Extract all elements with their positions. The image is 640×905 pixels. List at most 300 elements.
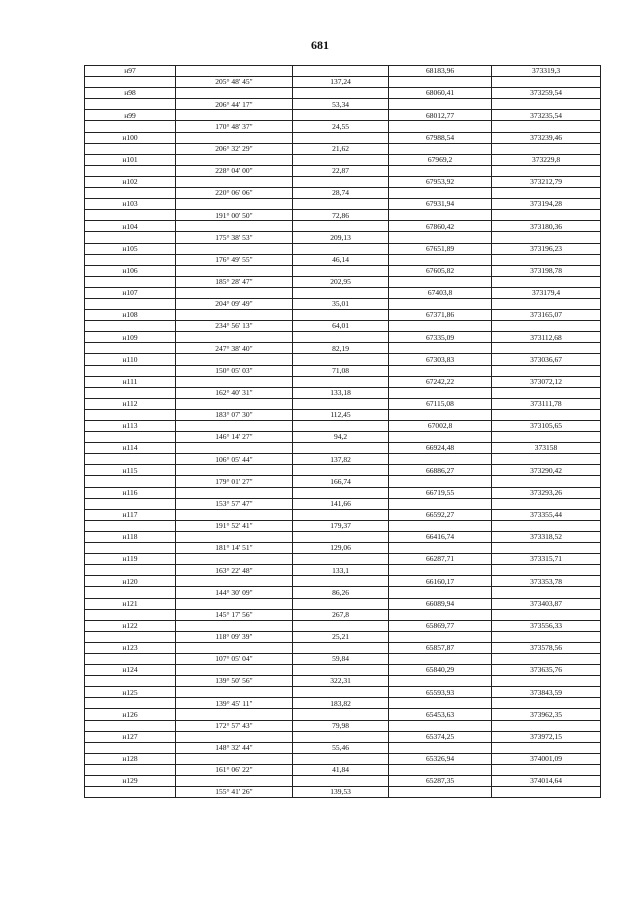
empty-cell	[176, 709, 293, 720]
point-name-cell: н120	[85, 576, 176, 587]
empty-cell	[492, 432, 601, 443]
empty-cell	[492, 720, 601, 731]
empty-cell	[176, 287, 293, 298]
empty-cell	[85, 321, 176, 332]
empty-cell	[85, 432, 176, 443]
table-row	[85, 753, 601, 764]
point-name-cell: н112	[85, 398, 176, 409]
point-name-cell: н98	[85, 88, 176, 99]
table-row	[85, 787, 601, 798]
empty-cell	[293, 753, 389, 764]
x-coordinate-cell: 65326,94	[389, 753, 492, 764]
table-row	[85, 409, 601, 420]
empty-cell	[389, 742, 492, 753]
length-cell: 24,55	[293, 121, 389, 132]
direction-angle-cell: 228° 04' 00"	[176, 165, 293, 176]
length-cell: 139,53	[293, 787, 389, 798]
empty-cell	[293, 154, 389, 165]
y-coordinate-cell: 373355,44	[492, 509, 601, 520]
empty-cell	[293, 620, 389, 631]
length-cell: 22,87	[293, 165, 389, 176]
y-coordinate-cell: 373235,54	[492, 110, 601, 121]
empty-cell	[492, 609, 601, 620]
empty-cell	[293, 310, 389, 321]
empty-cell	[389, 77, 492, 88]
length-cell: 86,26	[293, 587, 389, 598]
table-row	[85, 598, 601, 609]
y-coordinate-cell: 374014,64	[492, 776, 601, 787]
empty-cell	[492, 165, 601, 176]
point-name-cell: н108	[85, 310, 176, 321]
direction-angle-cell: 183° 07' 30"	[176, 409, 293, 420]
empty-cell	[293, 199, 389, 210]
table-row	[85, 709, 601, 720]
empty-cell	[293, 665, 389, 676]
y-coordinate-cell: 373315,71	[492, 554, 601, 565]
direction-angle-cell: 172° 57' 43"	[176, 720, 293, 731]
direction-angle-cell: 139° 45' 11"	[176, 698, 293, 709]
length-cell: 28,74	[293, 188, 389, 199]
empty-cell	[293, 554, 389, 565]
x-coordinate-cell: 67335,09	[389, 332, 492, 343]
x-coordinate-cell: 66160,17	[389, 576, 492, 587]
table-row	[85, 88, 601, 99]
empty-cell	[176, 398, 293, 409]
table-row	[85, 465, 601, 476]
empty-cell	[176, 531, 293, 542]
empty-cell	[492, 409, 601, 420]
empty-cell	[389, 121, 492, 132]
direction-angle-cell: 106° 05' 44"	[176, 454, 293, 465]
empty-cell	[492, 298, 601, 309]
y-coordinate-cell: 373196,23	[492, 243, 601, 254]
empty-cell	[293, 465, 389, 476]
table-row	[85, 698, 601, 709]
empty-cell	[85, 565, 176, 576]
empty-cell	[389, 188, 492, 199]
empty-cell	[176, 421, 293, 432]
x-coordinate-cell: 66886,27	[389, 465, 492, 476]
point-name-cell: н101	[85, 154, 176, 165]
empty-cell	[389, 409, 492, 420]
y-coordinate-cell: 373843,59	[492, 687, 601, 698]
empty-cell	[176, 642, 293, 653]
direction-angle-cell: 148° 32' 44"	[176, 742, 293, 753]
x-coordinate-cell: 65287,35	[389, 776, 492, 787]
length-cell: 64,01	[293, 321, 389, 332]
table-row	[85, 565, 601, 576]
x-coordinate-cell: 67969,2	[389, 154, 492, 165]
y-coordinate-cell: 373105,65	[492, 421, 601, 432]
table-row	[85, 676, 601, 687]
empty-cell	[85, 188, 176, 199]
table-row	[85, 332, 601, 343]
empty-cell	[85, 343, 176, 354]
point-name-cell: н105	[85, 243, 176, 254]
y-coordinate-cell: 373319,3	[492, 66, 601, 77]
empty-cell	[389, 321, 492, 332]
direction-angle-cell: 107° 05' 04"	[176, 653, 293, 664]
length-cell: 267,8	[293, 609, 389, 620]
empty-cell	[85, 609, 176, 620]
empty-cell	[492, 543, 601, 554]
empty-cell	[85, 99, 176, 110]
y-coordinate-cell: 373259,54	[492, 88, 601, 99]
empty-cell	[293, 88, 389, 99]
y-coordinate-cell: 373290,42	[492, 465, 601, 476]
table-row	[85, 776, 601, 787]
direction-angle-cell: 139° 50' 56"	[176, 676, 293, 687]
y-coordinate-cell: 373180,36	[492, 221, 601, 232]
table-row	[85, 665, 601, 676]
x-coordinate-cell: 67403,8	[389, 287, 492, 298]
empty-cell	[176, 221, 293, 232]
x-coordinate-cell: 67931,94	[389, 199, 492, 210]
empty-cell	[389, 609, 492, 620]
point-name-cell: н100	[85, 132, 176, 143]
x-coordinate-cell: 68183,96	[389, 66, 492, 77]
empty-cell	[389, 365, 492, 376]
empty-cell	[293, 531, 389, 542]
x-coordinate-cell: 67303,83	[389, 354, 492, 365]
empty-cell	[293, 487, 389, 498]
empty-cell	[293, 332, 389, 343]
empty-cell	[293, 221, 389, 232]
point-name-cell: н122	[85, 620, 176, 631]
empty-cell	[293, 287, 389, 298]
table-row	[85, 298, 601, 309]
empty-cell	[176, 310, 293, 321]
table-row	[85, 99, 601, 110]
table-row	[85, 720, 601, 731]
empty-cell	[293, 642, 389, 653]
empty-cell	[293, 176, 389, 187]
empty-cell	[293, 110, 389, 121]
point-name-cell: н119	[85, 554, 176, 565]
direction-angle-cell: 162° 40' 31"	[176, 387, 293, 398]
direction-angle-cell: 191° 52' 41"	[176, 520, 293, 531]
empty-cell	[85, 387, 176, 398]
empty-cell	[492, 77, 601, 88]
point-name-cell: н125	[85, 687, 176, 698]
empty-cell	[389, 476, 492, 487]
empty-cell	[85, 720, 176, 731]
x-coordinate-cell: 66719,55	[389, 487, 492, 498]
empty-cell	[492, 321, 601, 332]
length-cell: 53,34	[293, 99, 389, 110]
table-row	[85, 476, 601, 487]
direction-angle-cell: 185° 28' 47"	[176, 276, 293, 287]
length-cell: 202,95	[293, 276, 389, 287]
point-name-cell: н129	[85, 776, 176, 787]
y-coordinate-cell: 373158	[492, 443, 601, 454]
point-name-cell: н106	[85, 265, 176, 276]
y-coordinate-cell: 373293,26	[492, 487, 601, 498]
empty-cell	[389, 232, 492, 243]
empty-cell	[293, 443, 389, 454]
table-row	[85, 243, 601, 254]
y-coordinate-cell: 373578,56	[492, 642, 601, 653]
x-coordinate-cell: 67860,42	[389, 221, 492, 232]
point-name-cell: н103	[85, 199, 176, 210]
empty-cell	[492, 188, 601, 199]
empty-cell	[85, 587, 176, 598]
direction-angle-cell: 146° 14' 27"	[176, 432, 293, 443]
empty-cell	[293, 354, 389, 365]
empty-cell	[85, 409, 176, 420]
table-row	[85, 310, 601, 321]
x-coordinate-cell: 68012,77	[389, 110, 492, 121]
table-row	[85, 764, 601, 775]
y-coordinate-cell: 373112,68	[492, 332, 601, 343]
y-coordinate-cell: 373036,67	[492, 354, 601, 365]
x-coordinate-cell: 66592,27	[389, 509, 492, 520]
empty-cell	[389, 210, 492, 221]
table-row	[85, 398, 601, 409]
x-coordinate-cell: 67988,54	[389, 132, 492, 143]
empty-cell	[389, 698, 492, 709]
empty-cell	[176, 776, 293, 787]
x-coordinate-cell: 67002,8	[389, 421, 492, 432]
table-row	[85, 232, 601, 243]
table-row	[85, 365, 601, 376]
x-coordinate-cell: 65869,77	[389, 620, 492, 631]
empty-cell	[85, 698, 176, 709]
empty-cell	[176, 576, 293, 587]
point-name-cell: н123	[85, 642, 176, 653]
direction-angle-cell: 191° 00' 50"	[176, 210, 293, 221]
length-cell: 141,66	[293, 498, 389, 509]
table-row	[85, 287, 601, 298]
empty-cell	[492, 121, 601, 132]
empty-cell	[293, 398, 389, 409]
point-name-cell: н121	[85, 598, 176, 609]
empty-cell	[293, 66, 389, 77]
empty-cell	[176, 176, 293, 187]
empty-cell	[389, 720, 492, 731]
empty-cell	[389, 254, 492, 265]
empty-cell	[492, 99, 601, 110]
empty-cell	[389, 787, 492, 798]
coordinates-table-body	[85, 66, 601, 798]
empty-cell	[85, 631, 176, 642]
direction-angle-cell: 161° 06' 22"	[176, 764, 293, 775]
empty-cell	[176, 88, 293, 99]
empty-cell	[492, 698, 601, 709]
empty-cell	[492, 454, 601, 465]
empty-cell	[176, 487, 293, 498]
point-name-cell: н109	[85, 332, 176, 343]
x-coordinate-cell: 67605,82	[389, 265, 492, 276]
empty-cell	[492, 676, 601, 687]
empty-cell	[176, 265, 293, 276]
empty-cell	[492, 787, 601, 798]
direction-angle-cell: 118° 09' 39"	[176, 631, 293, 642]
length-cell: 41,84	[293, 764, 389, 775]
empty-cell	[389, 276, 492, 287]
table-row	[85, 498, 601, 509]
empty-cell	[293, 598, 389, 609]
table-row	[85, 554, 601, 565]
table-row	[85, 432, 601, 443]
empty-cell	[176, 332, 293, 343]
x-coordinate-cell: 65840,29	[389, 665, 492, 676]
empty-cell	[85, 676, 176, 687]
length-cell: 21,62	[293, 143, 389, 154]
empty-cell	[293, 509, 389, 520]
page-number: 681	[311, 38, 329, 52]
empty-cell	[85, 653, 176, 664]
length-cell: 137,82	[293, 454, 389, 465]
table-row	[85, 343, 601, 354]
table-row	[85, 587, 601, 598]
x-coordinate-cell: 65593,93	[389, 687, 492, 698]
empty-cell	[492, 365, 601, 376]
table-row	[85, 642, 601, 653]
length-cell: 71,08	[293, 365, 389, 376]
length-cell: 35,01	[293, 298, 389, 309]
y-coordinate-cell: 373194,28	[492, 199, 601, 210]
direction-angle-cell: 206° 32' 29"	[176, 143, 293, 154]
empty-cell	[389, 454, 492, 465]
empty-cell	[389, 165, 492, 176]
y-coordinate-cell: 373403,87	[492, 598, 601, 609]
table-row	[85, 609, 601, 620]
empty-cell	[176, 665, 293, 676]
empty-cell	[389, 498, 492, 509]
empty-cell	[85, 520, 176, 531]
empty-cell	[85, 210, 176, 221]
empty-cell	[389, 631, 492, 642]
empty-cell	[176, 620, 293, 631]
empty-cell	[492, 387, 601, 398]
direction-angle-cell: 247° 38' 40"	[176, 343, 293, 354]
direction-angle-cell: 181° 14' 51"	[176, 543, 293, 554]
empty-cell	[293, 709, 389, 720]
table-row	[85, 276, 601, 287]
empty-cell	[85, 232, 176, 243]
length-cell: 82,19	[293, 343, 389, 354]
table-row	[85, 631, 601, 642]
empty-cell	[389, 587, 492, 598]
y-coordinate-cell: 373179,4	[492, 287, 601, 298]
x-coordinate-cell: 67242,22	[389, 376, 492, 387]
y-coordinate-cell: 373962,35	[492, 709, 601, 720]
empty-cell	[85, 454, 176, 465]
x-coordinate-cell: 68060,41	[389, 88, 492, 99]
point-name-cell: н99	[85, 110, 176, 121]
y-coordinate-cell: 373212,79	[492, 176, 601, 187]
empty-cell	[176, 154, 293, 165]
y-coordinate-cell: 374001,09	[492, 753, 601, 764]
empty-cell	[389, 676, 492, 687]
length-cell: 179,37	[293, 520, 389, 531]
empty-cell	[293, 776, 389, 787]
table-row	[85, 165, 601, 176]
empty-cell	[492, 587, 601, 598]
length-cell: 209,13	[293, 232, 389, 243]
empty-cell	[389, 343, 492, 354]
table-row	[85, 110, 601, 121]
empty-cell	[85, 498, 176, 509]
empty-cell	[293, 687, 389, 698]
point-name-cell: н110	[85, 354, 176, 365]
length-cell: 79,98	[293, 720, 389, 731]
table-row	[85, 454, 601, 465]
y-coordinate-cell: 373318,52	[492, 531, 601, 542]
table-row	[85, 509, 601, 520]
table-row	[85, 143, 601, 154]
x-coordinate-cell: 65374,25	[389, 731, 492, 742]
direction-angle-cell: 179° 01' 27"	[176, 476, 293, 487]
empty-cell	[492, 498, 601, 509]
empty-cell	[176, 753, 293, 764]
empty-cell	[85, 365, 176, 376]
empty-cell	[492, 520, 601, 531]
empty-cell	[176, 731, 293, 742]
table-row	[85, 210, 601, 221]
direction-angle-cell: 204° 09' 49"	[176, 298, 293, 309]
empty-cell	[492, 653, 601, 664]
empty-cell	[389, 543, 492, 554]
table-row	[85, 254, 601, 265]
table-row	[85, 121, 601, 132]
point-name-cell: н116	[85, 487, 176, 498]
empty-cell	[176, 465, 293, 476]
point-name-cell: н104	[85, 221, 176, 232]
empty-cell	[293, 576, 389, 587]
empty-cell	[389, 387, 492, 398]
table-row	[85, 199, 601, 210]
length-cell: 129,06	[293, 543, 389, 554]
x-coordinate-cell: 66924,48	[389, 443, 492, 454]
point-name-cell: н107	[85, 287, 176, 298]
empty-cell	[389, 298, 492, 309]
length-cell: 137,24	[293, 77, 389, 88]
direction-angle-cell: 234° 56' 13"	[176, 321, 293, 332]
table-row	[85, 176, 601, 187]
x-coordinate-cell: 66287,71	[389, 554, 492, 565]
direction-angle-cell: 144° 30' 09"	[176, 587, 293, 598]
coordinates-table	[84, 65, 601, 798]
empty-cell	[176, 687, 293, 698]
length-cell: 183,82	[293, 698, 389, 709]
x-coordinate-cell: 66089,94	[389, 598, 492, 609]
empty-cell	[176, 509, 293, 520]
point-name-cell: н113	[85, 421, 176, 432]
length-cell: 133,1	[293, 565, 389, 576]
y-coordinate-cell: 373972,15	[492, 731, 601, 742]
empty-cell	[389, 653, 492, 664]
empty-cell	[389, 143, 492, 154]
length-cell: 59,84	[293, 653, 389, 664]
empty-cell	[492, 276, 601, 287]
table-row	[85, 531, 601, 542]
length-cell: 25,21	[293, 631, 389, 642]
direction-angle-cell: 205° 48' 45"	[176, 77, 293, 88]
x-coordinate-cell: 65857,87	[389, 642, 492, 653]
empty-cell	[389, 520, 492, 531]
point-name-cell: н102	[85, 176, 176, 187]
table-row	[85, 543, 601, 554]
table-row	[85, 387, 601, 398]
table-row	[85, 421, 601, 432]
table-row	[85, 265, 601, 276]
empty-cell	[293, 243, 389, 254]
empty-cell	[492, 764, 601, 775]
point-name-cell: н117	[85, 509, 176, 520]
empty-cell	[85, 298, 176, 309]
